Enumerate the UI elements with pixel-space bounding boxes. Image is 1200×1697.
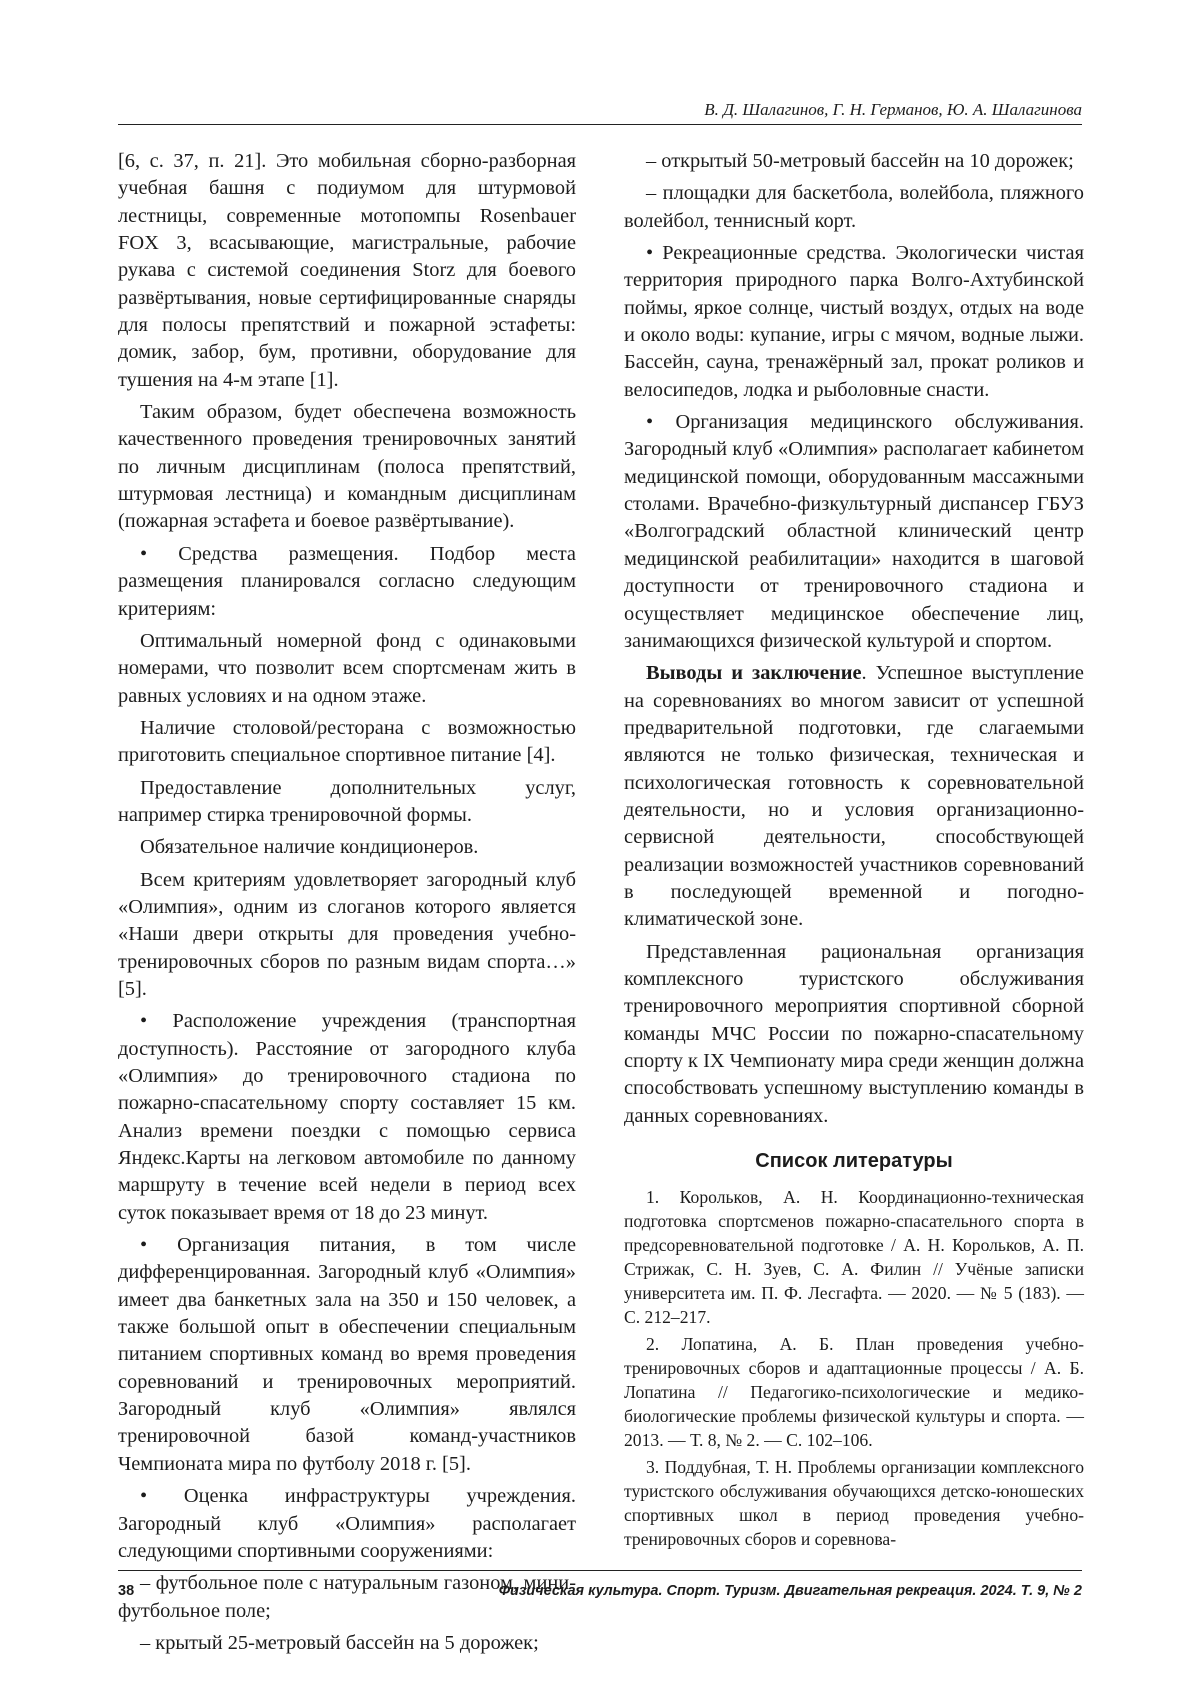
paragraph: Наличие столовой/ресторана с возможностью приготовить специальное спортивное питание [4]. xyxy=(118,716,576,767)
page-number: 38 xyxy=(118,1583,135,1599)
reference-item: 3. Поддубная, Т. Н. Проблемы организации комплексного туристского обслуживания обучающихся детско-юношеских спортивных школ в период проведения учебно-тренировочных сборов и соревнова- xyxy=(624,1457,1084,1550)
reference-item: 1. Корольков, А. Н. Координационно-техническая подготовка спортсменов пожарно-спасательного спорта в предсоревновательной подготовке / А. Н. Корольков, А. П. Стрижак, С. Н. Зуев, С. А. Филин // Учёные записки университета им. П. Ф. Лесгафта. — 2020. — № 5 (183). — С. 212–217. xyxy=(624,1187,1084,1328)
reference-item: 2. Лопатина, А. Б. План проведения учебно-тренировочных сборов и адаптационные процессы / А. Б. Лопатина // Педагогико-психологические и медико-биологические проблемы физической культуры и спорта. — 2013. — Т. 8, № 2. — С. 102–106. xyxy=(624,1334,1084,1451)
header-authors: В. Д. Шалагинов, Г. Н. Германов, Ю. А. Шалагинова xyxy=(704,100,1082,119)
paragraph: • Средства размещения. Подбор места размещения планировался согласно следующим критериям: xyxy=(118,542,576,620)
list-item: – крытый 25-метровый бассейн на 5 дорожек; xyxy=(140,1631,539,1654)
left-column xyxy=(118,148,576,1662)
right-column xyxy=(624,148,1084,1554)
running-header xyxy=(118,96,1082,125)
paragraph: Оптимальный номерной фонд с одинаковыми номерами, что позволит всем спортсменам жить в равных условиях и на одном этаже. xyxy=(118,629,576,707)
list-item: – футбольное поле с натуральным газоном, мини-футбольное поле; xyxy=(118,1572,576,1622)
list-item: – площадки для баскетбола, волейбола, пляжного волейбол, теннисный корт. xyxy=(624,182,1084,232)
list-item: – открытый 50-метровый бассейн на 10 дорожек; xyxy=(646,150,1074,172)
running-footer xyxy=(118,1570,1082,1605)
paragraph: • Организация питания, в том числе дифференцированная. Загородный клуб «Олимпия» имеет два банкетных зала на 350 и 150 человек, а также большой опыт в обеспечении специальным питанием спортивных команд во время проведения соревнований и тренировочных мероприятий. Загородный клуб «Олимпия» являлся тренировочной базой команд-участников Чемпионата мира по футболу 2018 г. [5]. xyxy=(118,1234,576,1475)
conclusion-text: . Успешное выступление на соревнованиях во многом зависит от успешной предварительной подготовки, где слагаемыми являются не только физическая, техническая и психологическая готовность к соревновательной деятельности, но и условия организационно-сервисной деятельности, способствующей реализации возможностей участников соревнований в последующей временной и погодно-климатической зоне. xyxy=(624,662,1084,931)
paragraph: Предоставление дополнительных услуг, например стирка тренировочной формы. xyxy=(118,776,576,826)
journal-citation: Физическая культура. Спорт. Туризм. Двигательная рекреация. 2024. Т. 9, № 2 xyxy=(498,1583,1082,1599)
conclusion-paragraph xyxy=(624,660,1084,933)
paragraph: • Расположение учреждения (транспортная доступность). Расстояние от загородного клуба «Олимпия» до тренировочного стадиона по пожарно-спасательному спорту составляет 15 км. Анализ времени поездки с помощью сервиса Яндекс.Карты на легковом автомобиле по данному маршруту в течение всей недели в период всех суток показывает время от 18 до 23 минут. xyxy=(118,1010,576,1224)
paragraph: Представленная рациональная организация комплексного туристского обслуживания тренировочного мероприятия спортивной сборной команды МЧС России по пожарно-спасательному спорту к IX Чемпионату мира среди женщин должна способствовать успешному выступлению команды в данных соревнованиях. xyxy=(624,940,1084,1127)
references-title: Список литературы xyxy=(755,1150,953,1173)
paragraph: Таким образом, будет обеспечена возможность качественного проведения тренировочных занятий по личным дисциплинам (полоса препятствий, штурмовая лестница) и командным дисциплинам (пожарная эстафета и боевое развёртывание). xyxy=(118,401,576,533)
paragraph: Обязательное наличие кондиционеров. xyxy=(140,836,479,859)
conclusion-heading: Выводы и заключение xyxy=(646,662,862,685)
paragraph: [6, с. 37, п. 21]. Это мобильная сборно-разборная учебная башня с подиумом для штурмовой лестницы, современные мотопомпы Rosenbauer FOX 3, всасывающие, магистральные, рабочие рукава с системой соединения Storz для боевого развёртывания, новые сертифицированные снаряды для полосы препятствий и пожарной эстафеты: домик, забор, бум, противни, оборудование для тушения на 4-м этапе [1]. xyxy=(118,150,576,391)
paragraph: Всем критериям удовлетворяет загородный клуб «Олимпия», одним из слоганов которого является «Наши двери открыты для проведения учебно-тренировочных сборов по разным видам спорта…» [5]. xyxy=(118,868,576,1000)
paragraph: • Оценка инфраструктуры учреждения. Загородный клуб «Олимпия» располагает следующими спортивными сооружениями: xyxy=(118,1485,576,1562)
paragraph: • Организация медицинского обслуживания. Загородный клуб «Олимпия» располагает кабинетом медицинской помощи, оборудованным массажными столами. Врачебно-физкультурный диспансер ГБУЗ «Волгоградский областной клинический центр медицинской реабилитации» находится в шаговой доступности от тренировочного стадиона и осуществляет медицинское обеспечение лиц, занимающихся физической культурой и спортом. xyxy=(624,411,1084,652)
paragraph: • Рекреационные средства. Экологически чистая территория природного парка Волго-Ахтубинской поймы, яркое солнце, чистый воздух, отдых на воде и около воды: купание, игры с мячом, водные лыжи. Бассейн, сауна, тренажёрный зал, прокат роликов и велосипедов, лодка и рыболовные снасти. xyxy=(624,242,1084,401)
